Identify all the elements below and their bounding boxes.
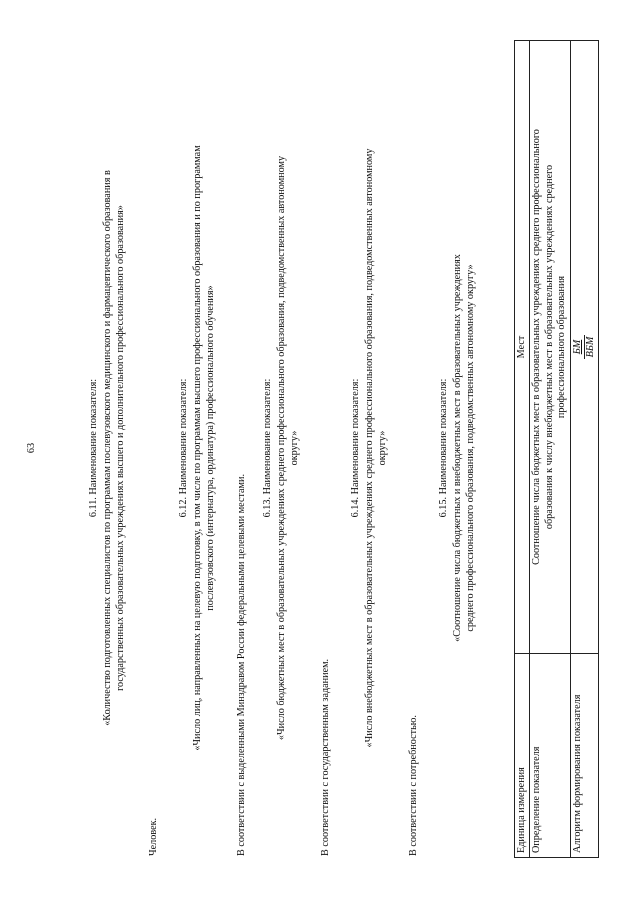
definition-line: Соотношение числа бюджетных мест в образовательных учреждениях среднего профессионального — [531, 129, 543, 565]
table-label-cell: Алгоритм формирования показателя — [570, 654, 599, 858]
section-heading: 6.13. Наименование показателя: — [262, 378, 273, 518]
section-body-line: округу» — [289, 430, 300, 466]
page-number: 63 — [26, 442, 37, 454]
rotated-page — [14, 18, 614, 878]
section-body-line: послевузовского (интернатура, ординатура) профессионального обучения» — [205, 285, 216, 611]
table-value-cell: Мест — [515, 41, 530, 654]
formula-denominator: ВБМ — [585, 336, 597, 358]
formula-numerator: БМ — [572, 335, 585, 360]
section-unit: В соответствии с государственным заданием. — [320, 658, 331, 856]
table-row — [570, 41, 599, 858]
section-unit: Человек. — [148, 817, 159, 856]
section-heading: 6.11. Наименование показателя: — [88, 378, 99, 518]
section-body-line: «Соотношение числа бюджетных и внебюджетных мест в образовательных учреждениях — [452, 254, 463, 642]
definition-line: профессионального образования — [556, 275, 568, 419]
section-heading: 6.15. Наименование показателя: — [438, 378, 449, 518]
indicator-table — [514, 40, 599, 858]
table-value-cell — [530, 41, 570, 654]
section-body-line: государственных образовательных учреждениях высшего и дополнительного профессионального образования» — [115, 205, 126, 691]
table-label-cell: Единица измерения — [515, 654, 530, 858]
section-heading: 6.12. Наименование показателя: — [178, 378, 189, 518]
section-unit: В соответствии с выделенными Минздравом России федеральными целевыми местами. — [236, 473, 247, 856]
definition-line: образования к числу внебюджетных мест в образовательных учреждениях среднего — [543, 164, 555, 530]
section-body-line: «Количество подготовленных специалистов по программам послевузовского медицинского и фармацевтического образования в — [102, 170, 113, 726]
table-row — [515, 41, 530, 858]
section-body-line: округу» — [377, 430, 388, 466]
section-unit: В соответствии с потребностью. — [408, 715, 419, 856]
section-body-line: «Число лиц, направленных на целевую подготовку, в том числе по программам высшего профессионального образования и по программам — [192, 145, 203, 751]
table-value-cell — [570, 41, 599, 654]
table-label-cell: Определение показателя — [530, 654, 570, 858]
table-row — [530, 41, 570, 858]
section-body-line: «Число бюджетных мест в образовательных учреждениях среднего профессионального образования, подведомственных автономному — [276, 155, 287, 741]
section-heading: 6.14. Наименование показателя: — [350, 378, 361, 518]
section-body-line: «Число внебюджетных мест в образовательных учреждениях среднего профессионального образования, подведомственных автономному — [364, 148, 375, 748]
formula-fraction — [572, 335, 598, 360]
section-body-line: среднего профессионального образования, подведомственных автономному округу» — [465, 264, 476, 632]
